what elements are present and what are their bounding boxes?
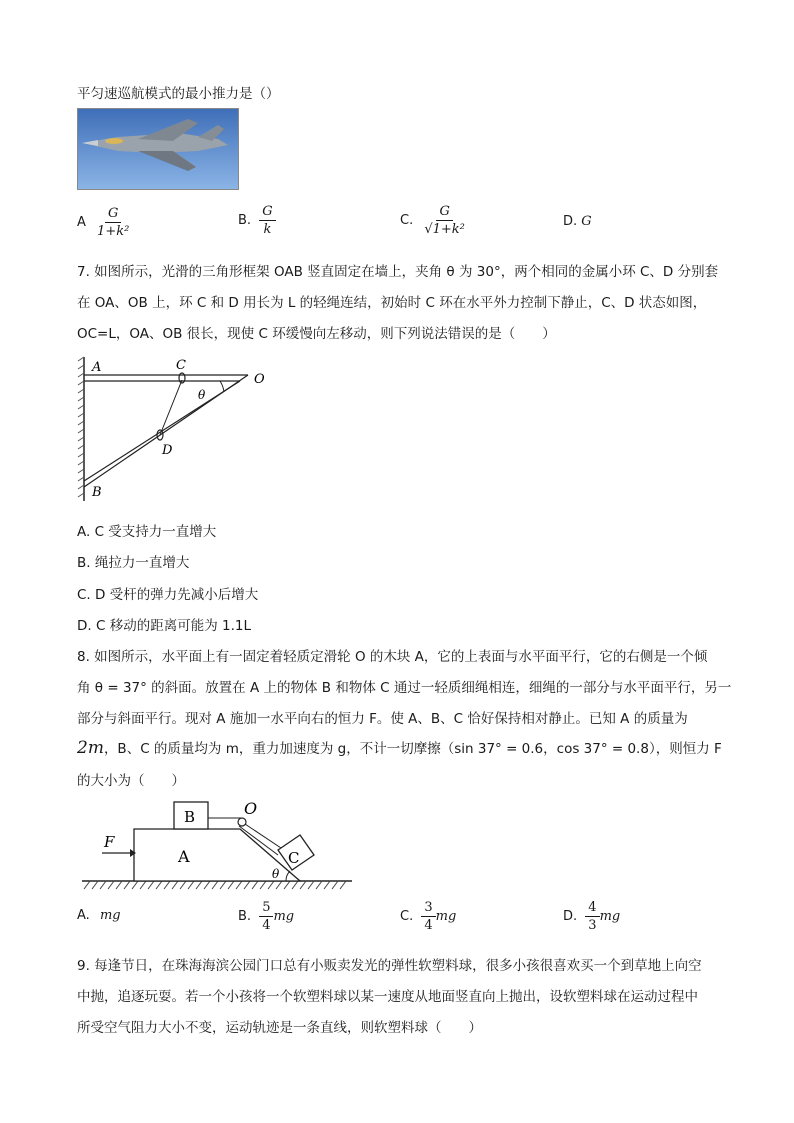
label-b: B: [92, 485, 102, 500]
q7-option-c[interactable]: C. D 受杆的弹力先减小后增大: [77, 587, 259, 603]
q9-stem-line2: 中抛，追逐玩耍。若一个小孩将一个软塑料球以某一速度从地面竖直向上抛出，设软塑料球在运动过程中: [77, 989, 698, 1005]
fighter-jet-photo: [77, 108, 239, 190]
q7-option-a[interactable]: A. C 受支持力一直增大: [77, 524, 217, 540]
q8-option-c[interactable]: C. $\frac{3}{4}$ mg: [400, 900, 457, 933]
label-o: O: [244, 799, 258, 818]
label-a: A: [178, 847, 190, 866]
q7-stem-line2: 在 OA、OB 上，环 C 和 D 用长为 L 的轻绳连结，初始时 C 环在水平外力控制下静止，C、D 状态如图，: [77, 295, 707, 311]
q9-stem-line1: 9. 每逢节日，在珠海海滨公园门口总有小贩卖发光的弹性软塑料球，很多小孩很喜欢买一个到草地上向空: [77, 958, 702, 974]
q7-stem-line1: 7. 如图所示，光滑的三角形框架 OAB 竖直固定在墙上，夹角 θ 为 30°，两个相同的金属小环 C、D 分别套: [77, 264, 719, 280]
q6-option-c[interactable]: C. $\frac{G}{\text{√1+k²}}$: [400, 204, 465, 237]
label-theta: θ: [198, 388, 206, 402]
q8-option-d[interactable]: D. $\frac{4}{3}$ mg: [563, 900, 621, 933]
q6-stem-tail: 平匀速巡航模式的最小推力是（）: [77, 86, 280, 102]
q7-stem-line3: OC=L，OA、OB 很长，现使 C 环缓慢向左移动，则下列说法错误的是（ ）: [77, 326, 556, 342]
q6-option-a[interactable]: A $\frac{G}{\text{1+k²}}$: [77, 206, 130, 239]
q7-option-b[interactable]: B. 绳拉力一直增大: [77, 555, 190, 571]
q8-block-figure: [78, 797, 354, 893]
label-f: F: [104, 833, 115, 851]
label-o: O: [254, 372, 265, 387]
q8-option-a[interactable]: A. mg: [77, 908, 121, 923]
label-b: B: [184, 808, 196, 826]
q8-option-b[interactable]: B. $\frac{5}{4}$ mg: [238, 900, 295, 933]
label-d: D: [162, 443, 173, 458]
q7-triangle-figure: [72, 355, 282, 505]
q8-stem-line3: 部分与斜面平行。现对 A 施加一水平向右的恒力 F。使 A、B、C 恰好保持相对静止。已知 A 的质量为: [77, 711, 688, 727]
q7-option-d[interactable]: D. C 移动的距离可能为 1.1L: [77, 618, 251, 634]
q8-stem-line4: 2m，B、C 的质量均为 m，重力加速度为 g，不计一切摩擦（sin 37° = 0.6，cos 37° = 0.8），则恒力 F: [77, 738, 722, 758]
label-a: A: [92, 360, 102, 375]
q9-stem-line3: 所受空气阻力大小不变，运动轨迹是一条直线，则软塑料球（ ）: [77, 1020, 482, 1036]
label-c: C: [288, 849, 300, 867]
q8-stem-line1: 8. 如图所示，水平面上有一固定着轻质定滑轮 O 的木块 A，它的上表面与水平面平行，它的右侧是一个倾: [77, 649, 708, 665]
label-c: C: [176, 358, 186, 373]
q8-stem-line5: 的大小为（ ）: [77, 773, 185, 789]
q6-option-d[interactable]: D. G: [563, 214, 592, 229]
q6-option-b[interactable]: B. $\frac{G}{k}$: [238, 204, 276, 237]
label-theta: θ: [272, 867, 280, 881]
q8-stem-line2: 角 θ = 37° 的斜面。放置在 A 上的物体 B 和物体 C 通过一轻质细绳相连，细绳的一部分与水平面平行，另一: [77, 680, 732, 696]
